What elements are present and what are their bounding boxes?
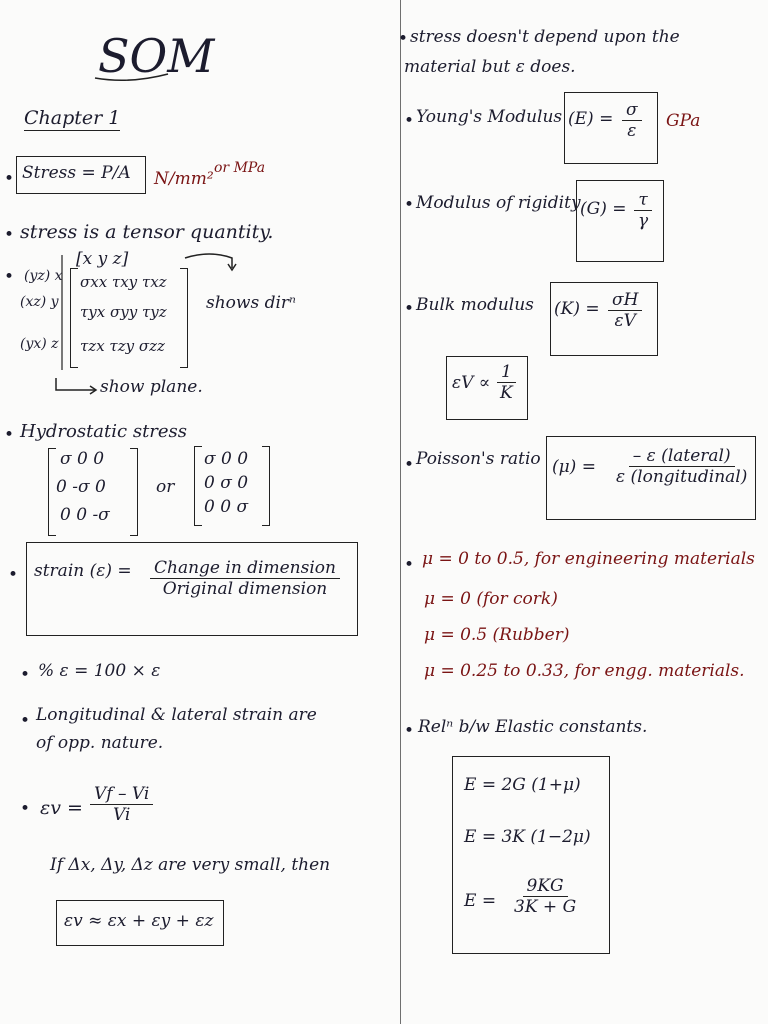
matrix-bracket-left — [70, 268, 78, 368]
poissons-ratio-label: Poisson's ratio — [416, 449, 541, 469]
ev-proportional-fraction — [496, 362, 517, 404]
hydro-matrix-2-row: 0 σ 0 — [204, 473, 249, 493]
ev-denominator: Vi — [112, 805, 131, 826]
ev-numerator: Vf – Vi — [90, 784, 153, 805]
youngs-fraction — [622, 100, 642, 142]
rigidity-numerator: τ — [634, 190, 651, 211]
stress-formula: Stress = P/A — [22, 163, 131, 183]
bulk-modulus-label: Bulk modulus — [416, 295, 534, 315]
matrix-header: [x y z] — [76, 249, 129, 269]
hydro-matrix-1-row: 0 0 -σ — [60, 505, 110, 525]
hydro-matrix-1-left — [48, 448, 56, 536]
youngs-denominator: ε — [627, 121, 637, 142]
matrix-side-label: (yz) x — [24, 268, 63, 284]
bullet: • — [4, 267, 15, 287]
bullet: • — [20, 799, 31, 819]
bullet: • — [404, 195, 415, 215]
hydro-matrix-1-right — [130, 448, 138, 536]
page-title: SOM — [98, 29, 215, 83]
ev-lhs: εv = — [40, 797, 83, 819]
matrix-side-label: (xz) y — [20, 294, 59, 310]
bulk-fraction — [608, 290, 642, 332]
ev-proportional-lhs: εV ∝ — [452, 373, 491, 393]
ev-fraction — [90, 784, 153, 826]
matrix-side-label: (yx) z — [20, 336, 59, 352]
bullet: • — [8, 565, 19, 585]
youngs-modulus-symbol: (E) = — [568, 109, 614, 129]
elastic-relation-1: E = 2G (1+μ) — [464, 775, 581, 795]
rigidity-denominator: γ — [638, 211, 649, 232]
strain-denominator: Original dimension — [162, 579, 328, 600]
bullet: • — [404, 299, 415, 319]
bullet: • — [404, 555, 415, 575]
hydro-matrix-2-left — [194, 446, 202, 526]
material-note-line: material but ε does. — [404, 57, 576, 77]
youngs-numerator: σ — [622, 100, 642, 121]
tensor-statement: stress is a tensor quantity. — [20, 221, 274, 243]
poissons-denominator: ε (longitudinal) — [616, 467, 748, 488]
poissons-fraction — [612, 446, 751, 488]
bullet: • — [4, 425, 15, 445]
strain-lhs: strain (ε) = — [34, 561, 132, 581]
mu-value-line: μ = 0 to 0.5, for engineering materials — [422, 549, 755, 569]
strain-numerator: Change in dimension — [150, 558, 340, 579]
poissons-ratio-symbol: (μ) = — [552, 457, 596, 477]
hydro-matrix-2-row: σ 0 0 — [204, 449, 249, 469]
chapter-heading: Chapter 1 — [24, 107, 121, 129]
matrix-row: τzx τzy σzz — [80, 337, 165, 355]
rigidity-symbol: (G) = — [580, 199, 627, 219]
stress-or-units: or MPa — [214, 160, 266, 176]
matrix-row: σxx τxy τxz — [80, 273, 167, 291]
bulk-numerator: σH — [608, 290, 642, 311]
rigidity-fraction — [634, 190, 652, 232]
bullet: • — [404, 111, 415, 131]
elastic-relation-3-denominator: 3K + G — [514, 897, 577, 918]
elastic-relation-2: E = 3K (1−2μ) — [464, 827, 591, 847]
stress-units: N/mm² — [154, 169, 214, 189]
bullet: • — [404, 455, 415, 475]
ev-proportional-denominator: K — [500, 383, 513, 404]
bulk-denominator: εV — [614, 311, 636, 332]
bulk-modulus-symbol: (K) = — [554, 299, 600, 319]
ev-sum: εv ≈ εx + εy + εz — [64, 911, 214, 931]
mu-value-line: μ = 0.5 (Rubber) — [424, 625, 570, 645]
poissons-numerator: – ε (lateral) — [629, 446, 735, 467]
elastic-relation-heading: Relⁿ b/w Elastic constants. — [418, 717, 648, 737]
bullet: • — [20, 711, 31, 731]
hydrostatic-label: Hydrostatic stress — [20, 421, 188, 442]
hydro-matrix-1-row: 0 -σ 0 — [56, 477, 106, 497]
shows-plane-note: show plane. — [100, 377, 203, 397]
hydro-matrix-2-row: 0 0 σ — [204, 497, 249, 517]
material-note-line: stress doesn't depend upon the — [410, 27, 680, 47]
bullet: • — [4, 169, 15, 189]
hydro-or: or — [156, 477, 175, 497]
bullet: • — [20, 665, 31, 685]
elastic-relation-3-numerator: 9KG — [523, 876, 568, 897]
bullet: • — [398, 29, 409, 49]
strain-fraction — [150, 558, 340, 600]
percent-strain: % ε = 100 × ε — [38, 661, 161, 681]
longitudinal-note-line: of opp. nature. — [36, 733, 164, 753]
elastic-relation-3-fraction — [510, 876, 580, 918]
shows-direction-note: shows dirⁿ — [206, 293, 296, 313]
youngs-unit: GPa — [666, 111, 701, 131]
elastic-relation-3-lhs: E = — [464, 891, 497, 911]
ev-proportional-numerator: 1 — [497, 362, 516, 383]
rigidity-label: Modulus of rigidity — [416, 193, 581, 213]
bullet: • — [4, 225, 15, 245]
longitudinal-note-line: Longitudinal & lateral strain are — [36, 705, 317, 725]
small-changes-condition: If Δx, Δy, Δz are very small, then — [50, 855, 331, 875]
bullet: • — [404, 721, 415, 741]
youngs-modulus-label: Young's Modulus — [416, 107, 563, 127]
hydro-matrix-1-row: σ 0 0 — [60, 449, 105, 469]
matrix-bracket-right — [180, 268, 188, 368]
hydro-matrix-2-right — [262, 446, 270, 526]
mu-value-line: μ = 0 (for cork) — [424, 589, 558, 609]
matrix-row: τyx σyy τyz — [80, 303, 167, 321]
mu-value-line: μ = 0.25 to 0.33, for engg. materials. — [424, 661, 745, 681]
